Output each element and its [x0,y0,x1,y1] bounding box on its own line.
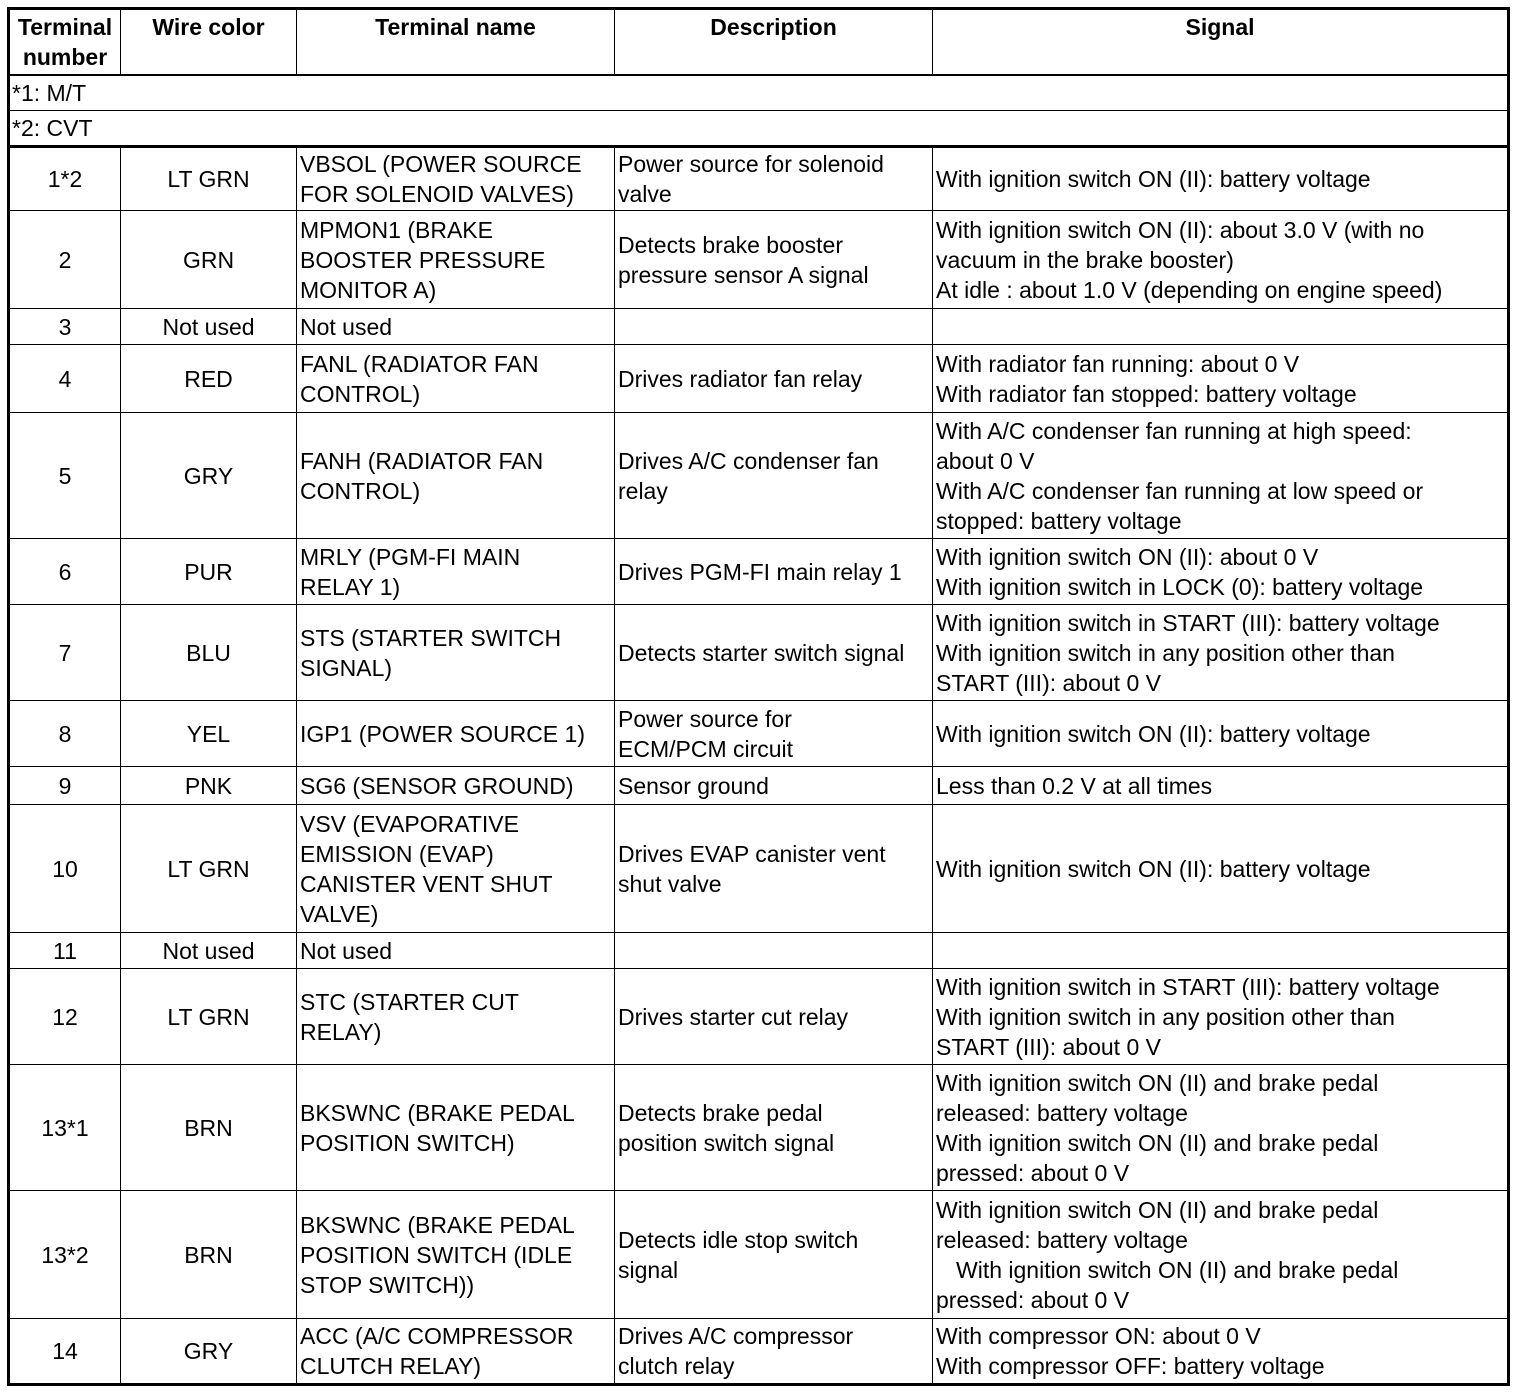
terminal-name-line: SG6 (SENSOR GROUND) [300,772,574,799]
signal-cell [933,767,1509,805]
terminal-number-cell: 4 [9,345,121,413]
terminal-number-cell: 10 [9,805,121,933]
terminal-name-line: MPMON1 (BRAKE [300,216,493,243]
signal-line: With ignition switch ON (II) and brake pedal [936,1196,1379,1223]
terminal-number-cell: 9 [9,767,121,805]
note-row-mt [9,75,1509,111]
description-cell [615,211,933,309]
description-cell [615,309,933,345]
terminal-name-line: BKSWNC (BRAKE PEDAL [300,1211,575,1238]
description-cell [615,1319,933,1385]
terminal-table [7,7,1510,1386]
signal-line: released: battery voltage [936,1226,1188,1253]
description-line: Power source for solenoid [618,151,884,177]
description-line: Drives A/C condenser fan [618,447,879,474]
signal-cell [933,211,1509,309]
signal-line: START (III): about 0 V [936,1033,1161,1060]
wire-color-cell: BRN [121,1191,297,1319]
description-line: valve [618,181,672,207]
description-cell [615,805,933,933]
signal-line: Less than 0.2 V at all times [936,772,1213,799]
signal-line: With ignition switch ON (II): battery voltage [936,855,1371,882]
terminal-name-line: POSITION SWITCH) [300,1129,515,1156]
wire-color-cell: RED [121,345,297,413]
terminal-number-cell: 3 [9,309,121,345]
terminal-name-line: Not used [300,313,393,340]
terminal-name-cell [297,605,615,701]
terminal-number-cell: 13*2 [9,1191,121,1319]
description-cell [615,969,933,1065]
header-row [9,9,1509,76]
terminal-name-line: STC (STARTER CUT [300,988,519,1015]
signal-cell [933,701,1509,767]
terminal-number-cell: 14 [9,1319,121,1385]
header-wire-color: Wire color [121,9,297,76]
signal-cell [933,605,1509,701]
description-cell [615,605,933,701]
table-row [9,1065,1509,1191]
wire-color-cell: LT GRN [121,805,297,933]
wire-color-cell: PNK [121,767,297,805]
terminal-name-line: CANISTER VENT SHUT [300,870,553,897]
terminal-name-cell [297,1191,615,1319]
signal-line: With compressor OFF: battery voltage [936,1353,1325,1379]
signal-line: vacuum in the brake booster) [936,246,1234,273]
terminal-name-cell [297,211,615,309]
signal-line: START (III): about 0 V [936,669,1161,696]
table-row [9,345,1509,413]
terminal-name-line: VBSOL (POWER SOURCE [300,151,582,177]
signal-cell [933,309,1509,345]
description-line: pressure sensor A signal [618,261,869,288]
wire-color-cell: LT GRN [121,969,297,1065]
terminal-name-cell [297,539,615,605]
terminal-name-cell [297,701,615,767]
description-cell [615,767,933,805]
signal-line: With ignition switch in LOCK (0): battery voltage [936,573,1424,600]
terminal-name-line: CONTROL) [300,477,421,504]
terminal-name-cell [297,1065,615,1191]
description-cell [615,933,933,969]
terminal-number-cell: 1*2 [9,147,121,211]
table-row [9,413,1509,539]
signal-cell [933,1191,1509,1319]
terminal-name-line: IGP1 (POWER SOURCE 1) [300,720,585,747]
signal-line: With radiator fan stopped: battery voltage [936,380,1357,407]
signal-cell [933,933,1509,969]
signal-line: released: battery voltage [936,1099,1188,1126]
description-line: Drives PGM-FI main relay 1 [618,558,902,585]
note-mt: *1: M/T [9,75,1509,111]
description-line: Sensor ground [618,772,769,799]
terminal-name-cell [297,805,615,933]
signal-line: With ignition switch in any position other than [936,639,1395,666]
table-header [9,9,1509,76]
terminal-number-cell: 8 [9,701,121,767]
table-row [9,539,1509,605]
terminal-name-line: POSITION SWITCH (IDLE [300,1241,573,1268]
description-cell [615,413,933,539]
table-row [9,701,1509,767]
terminal-name-line: FANH (RADIATOR FAN [300,447,544,474]
description-line: Detects brake booster [618,231,844,258]
signal-cell [933,1319,1509,1385]
description-line: clutch relay [618,1353,735,1379]
terminal-name-line: STOP SWITCH)) [300,1271,475,1298]
signal-line: With A/C condenser fan running at high speed: [936,417,1412,444]
terminal-name-line: CLUTCH RELAY) [300,1353,482,1379]
note-cvt: *2: CVT [9,111,1509,147]
terminal-number-cell: 5 [9,413,121,539]
signal-line: With A/C condenser fan running at low speed or [936,477,1424,504]
signal-line: With ignition switch ON (II): about 0 V [936,543,1319,570]
terminal-name-line: VSV (EVAPORATIVE [300,810,519,837]
signal-line: With ignition switch ON (II) and brake pedal [956,1256,1399,1283]
table-row [9,1319,1509,1385]
signal-line: pressed: about 0 V [936,1286,1130,1313]
header-terminal-number-line2: number [22,44,108,70]
terminal-name-line: BKSWNC (BRAKE PEDAL [300,1099,575,1126]
terminal-name-cell [297,147,615,211]
header-terminal-number [9,9,121,76]
description-cell [615,1065,933,1191]
terminal-name-cell [297,933,615,969]
header-description: Description [615,9,933,76]
wire-color-cell: PUR [121,539,297,605]
table-row [9,605,1509,701]
table-row [9,147,1509,211]
description-cell [615,345,933,413]
wire-color-cell: LT GRN [121,147,297,211]
signal-cell [933,805,1509,933]
note-row-cvt [9,111,1509,147]
signal-line: With ignition switch ON (II): about 3.0 V (with no [936,216,1425,243]
table-row [9,309,1509,345]
description-line: Detects brake pedal [618,1099,823,1126]
description-line: Drives radiator fan relay [618,365,863,392]
description-line: signal [618,1256,679,1283]
description-line: Power source for [618,705,792,732]
wire-color-cell: YEL [121,701,297,767]
terminal-name-cell [297,345,615,413]
description-line: ECM/PCM circuit [618,735,794,762]
wire-color-cell: GRY [121,1319,297,1385]
description-line: shut valve [618,870,722,897]
terminal-name-line: RELAY) [300,1018,382,1045]
signal-line: about 0 V [936,447,1035,474]
terminal-name-line: ACC (A/C COMPRESSOR [300,1323,574,1349]
terminal-number-cell: 7 [9,605,121,701]
table-row [9,933,1509,969]
signal-cell [933,969,1509,1065]
terminal-name-cell [297,413,615,539]
signal-cell [933,345,1509,413]
wire-color-cell: BLU [121,605,297,701]
terminal-name-cell [297,1319,615,1385]
terminal-name-line: STS (STARTER SWITCH [300,624,562,651]
terminal-name-cell [297,309,615,345]
signal-cell [933,147,1509,211]
terminal-name-line: RELAY 1) [300,573,401,600]
terminal-number-cell: 13*1 [9,1065,121,1191]
signal-line: With ignition switch ON (II) and brake pedal [936,1129,1379,1156]
terminal-name-line: MRLY (PGM-FI MAIN [300,543,521,570]
terminal-name-line: FANL (RADIATOR FAN [300,350,539,377]
terminal-name-line: SIGNAL) [300,654,393,681]
description-cell [615,147,933,211]
table-row [9,1191,1509,1319]
description-line: Detects starter switch signal [618,639,905,666]
wire-color-cell: GRN [121,211,297,309]
table-body [9,75,1509,1385]
signal-line: With compressor ON: about 0 V [936,1323,1261,1349]
terminal-name-cell [297,969,615,1065]
signal-line: With ignition switch in START (III): battery voltage [936,973,1440,1000]
terminal-number-cell: 12 [9,969,121,1065]
terminal-name-line: EMISSION (EVAP) [300,840,494,867]
terminal-number-cell: 6 [9,539,121,605]
terminal-number-cell: 2 [9,211,121,309]
terminal-table-container [7,7,1510,1386]
terminal-name-line: CONTROL) [300,380,421,407]
description-line: Drives EVAP canister vent [618,840,886,867]
signal-line: With ignition switch in any position other than [936,1003,1395,1030]
wire-color-cell: Not used [121,933,297,969]
description-cell [615,701,933,767]
signal-cell [933,413,1509,539]
header-terminal-name: Terminal name [297,9,615,76]
signal-line: With ignition switch ON (II) and brake pedal [936,1069,1379,1096]
header-signal: Signal [933,9,1509,76]
wire-color-cell: BRN [121,1065,297,1191]
description-line: position switch signal [618,1129,835,1156]
wire-color-cell: GRY [121,413,297,539]
table-row [9,211,1509,309]
wire-color-cell: Not used [121,309,297,345]
description-line: Detects idle stop switch [618,1226,859,1253]
description-cell [615,1191,933,1319]
terminal-name-cell [297,767,615,805]
signal-line: At idle : about 1.0 V (depending on engine speed) [936,276,1443,303]
signal-line: With radiator fan running: about 0 V [936,350,1300,377]
table-row [9,767,1509,805]
table-row [9,805,1509,933]
header-terminal-number-line1: Terminal [17,14,113,40]
description-line: relay [618,477,668,504]
description-cell [615,539,933,605]
signal-line: With ignition switch ON (II): battery voltage [936,166,1371,192]
terminal-name-line: BOOSTER PRESSURE [300,246,546,273]
signal-cell [933,539,1509,605]
signal-line: stopped: battery voltage [936,507,1182,534]
description-line: Drives starter cut relay [618,1003,849,1030]
signal-line: With ignition switch in START (III): battery voltage [936,609,1440,636]
signal-line: pressed: about 0 V [936,1159,1130,1186]
terminal-name-line: FOR SOLENOID VALVES) [300,181,574,207]
description-line: Drives A/C compressor [618,1323,854,1349]
signal-cell [933,1065,1509,1191]
terminal-name-line: MONITOR A) [300,276,437,303]
signal-line: With ignition switch ON (II): battery voltage [936,720,1371,747]
terminal-number-cell: 11 [9,933,121,969]
terminal-name-line: VALVE) [300,900,379,927]
table-row [9,969,1509,1065]
terminal-name-line: Not used [300,937,393,964]
